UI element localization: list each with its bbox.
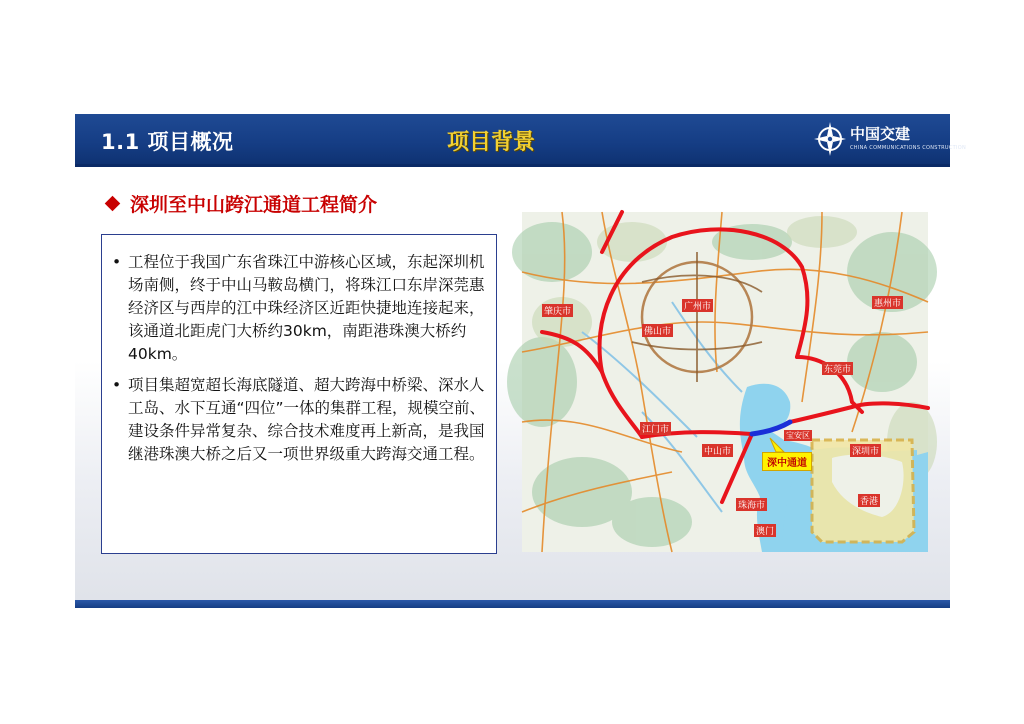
map-label-zhongshan: 中山市 bbox=[702, 444, 733, 457]
map-label-zhuhai: 珠海市 bbox=[736, 498, 767, 511]
subheading bbox=[107, 190, 377, 217]
map-label-zhaoqing: 肇庆市 bbox=[542, 304, 573, 317]
map-label-baoan: 宝安区 bbox=[786, 431, 810, 440]
header-bar bbox=[75, 114, 967, 164]
bullet-item bbox=[112, 374, 492, 466]
shenzhong-link-callout: 深中通道 bbox=[762, 452, 812, 471]
map-label-foshan: 佛山市 bbox=[642, 324, 673, 337]
company-logo bbox=[813, 119, 967, 159]
intro-text-box bbox=[101, 234, 497, 554]
bullet-text: 项目集超宽超长海底隧道、超大跨海中桥梁、深水人工岛、水下互通“四位”一体的集群工程，规模空前、建设条件异常复杂、综合技术难度再上新高，是我国继港珠澳大桥之后又一项世界级重大跨海交通工程。 bbox=[128, 376, 486, 463]
slide-title: 项目背景 bbox=[447, 130, 536, 155]
bullet-dot-icon: • bbox=[112, 253, 122, 271]
map-label-huizhou: 惠州市 bbox=[872, 296, 903, 309]
slide bbox=[75, 114, 967, 608]
bullet-item bbox=[112, 251, 492, 366]
map-label-guangzhou: 广州市 bbox=[682, 299, 713, 312]
footer-bar bbox=[75, 600, 950, 608]
logo-name: 中国交建 bbox=[850, 125, 911, 143]
section-title: 1.1 项目概况 bbox=[101, 130, 234, 154]
bullet-text: 工程位于我国广东省珠江中游核心区域，东起深圳机场南侧，终于中山马鞍岛横门，将珠江口东岸深莞惠经济区与西岸的江中珠经济区近距快捷地连接起来，该通道北距虎门大桥约30km，南距港珠澳大桥约40km。 bbox=[128, 253, 485, 363]
map-label-jiangmen: 江门市 bbox=[640, 422, 671, 435]
cccc-compass-icon bbox=[813, 120, 847, 158]
map-label-hongkong: 香港 bbox=[858, 494, 880, 507]
pearl-river-delta-map bbox=[522, 212, 928, 552]
header-accent-line bbox=[75, 164, 950, 167]
logo-english-name: CHINA COMMUNICATIONS CONSTRUCTION bbox=[850, 145, 967, 151]
map-label-dongguan: 东莞市 bbox=[822, 362, 853, 375]
diamond-bullet-icon bbox=[105, 196, 121, 212]
subheading-text: 深圳至中山跨江通道工程简介 bbox=[130, 194, 378, 216]
bullet-dot-icon: • bbox=[112, 376, 122, 394]
map-label-macau: 澳门 bbox=[754, 524, 776, 537]
map-label-shenzhen: 深圳市 bbox=[850, 444, 881, 457]
